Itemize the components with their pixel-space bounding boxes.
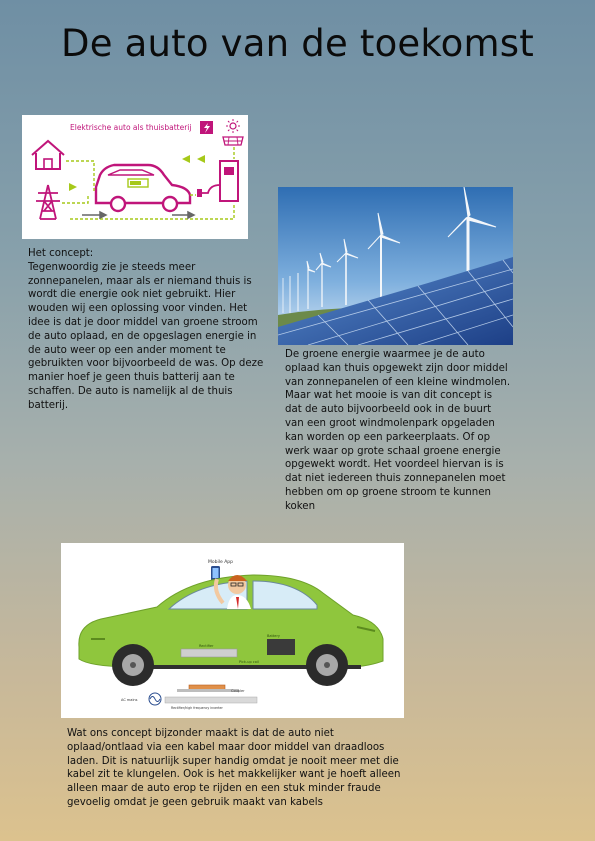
rectifier-label: Rectifier bbox=[199, 644, 214, 648]
pickup-coil-label: Pick-up coil bbox=[239, 660, 259, 664]
ev-home-battery-diagram bbox=[22, 115, 248, 239]
wind-solar-photo bbox=[278, 187, 513, 345]
diagram-caption: Elektrische auto als thuisbatterij bbox=[70, 123, 192, 132]
wireless-charging-body: Wat ons concept bijzonder maakt is dat de auto niet oplaad/ontlaad via een kabel maar door middel van draadloos laden. Dit is natuurlijk super handig omdat je nooit meer met die kabel zit te klungelen. Ook is het makkelijker want je hoeft alleen alleen maar de auto erop te rijden en een stuk minder fraude gevoelig omdat je geen gebruik maakt van kabels bbox=[67, 728, 401, 808]
wireless-charging-diagram bbox=[61, 543, 404, 718]
page-title: De auto van de toekomst bbox=[61, 22, 534, 65]
power-pylon-icon bbox=[36, 185, 60, 219]
house-icon bbox=[32, 141, 64, 169]
wireless-charging-text bbox=[67, 727, 410, 810]
ac-source-icon bbox=[121, 693, 161, 705]
green-energy-text bbox=[285, 348, 511, 514]
green-energy-body: De groene energie waarmee je de auto oplaad kan thuis opgewekt zijn door middel van zonnepanelen of een kleine windmolen. Maar wat het mooie is van dit concept is dat de auto bijvoorbeeld ook in de buurt van een groot windmolenpark opgeladen kan worden op een parkeerplaats. Of op werk waar op grote schaal groene energie opgewekt wordt. Het voordeel hiervan is is dat niet iedereen thuis zonnepanelen moet hebben om op groene stroom te kunnen koken bbox=[285, 349, 511, 512]
inverter-label: Rectifier/high frequency inverter bbox=[171, 706, 223, 710]
flow-arrows bbox=[69, 155, 205, 191]
concept-body: Tegenwoordig zie je steeds meer zonnepanelen, maar als er niemand thuis is wordt die energie ook niet gebruikt. Hier wouden wij een oplossing voor vinden. Het idee is dat je door middel van groene stroom de auto oplaad, en de opgeslagen energie in de auto weer op een ander moment te gebruikten voor bijvoorbeeld de was. Op deze manier hoef je geen thuis batterij aan te schaffen. De auto is namelijk al de thuis batterij. bbox=[28, 261, 264, 411]
concept-heading: Het concept: bbox=[28, 248, 94, 259]
charging-pad bbox=[165, 685, 257, 710]
electric-car-icon bbox=[96, 165, 190, 211]
battery-label: Battery bbox=[267, 634, 280, 638]
charging-station-icon bbox=[197, 161, 238, 201]
solar-panel-icon bbox=[223, 119, 243, 145]
mobile-app-label: Mobile App bbox=[208, 560, 233, 565]
concept-text bbox=[28, 247, 266, 413]
wind-solar-illustration bbox=[278, 187, 513, 345]
grey-arrows bbox=[82, 212, 194, 218]
ev-home-battery-illustration bbox=[22, 115, 248, 239]
coupler-label: Coupler bbox=[231, 689, 245, 693]
wireless-charging-car-illustration bbox=[61, 543, 404, 718]
ac-mains-label: AC mains bbox=[121, 698, 138, 702]
